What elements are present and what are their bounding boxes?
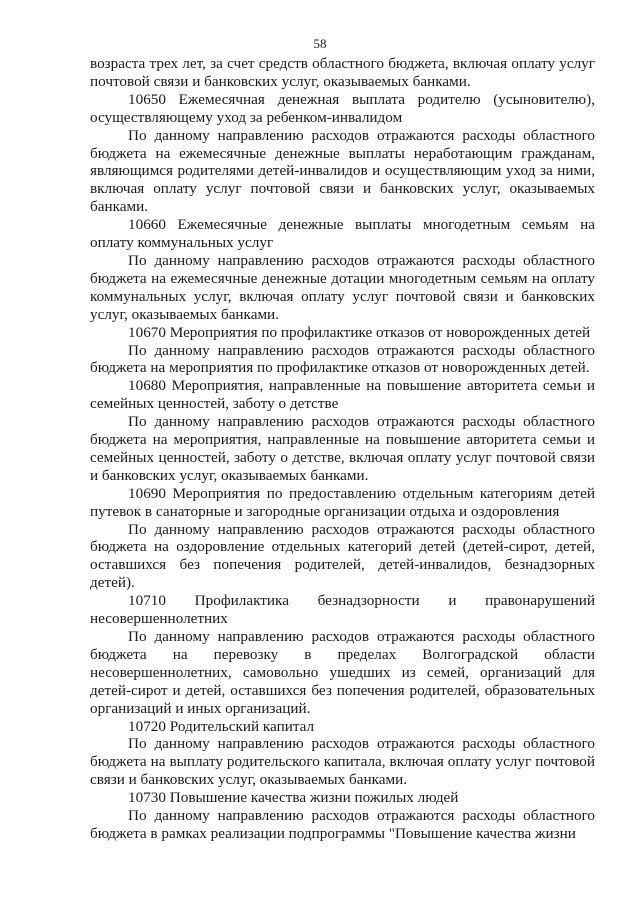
heading-continuation: несовершеннолетних [90, 610, 228, 628]
section-heading-10710 [90, 592, 595, 610]
section-heading-10650: 10650 Ежемесячная денежная выплата родителю (усыновителю), осуществляющему уход за ребенком-инвалидом [90, 90, 595, 126]
heading-word: правонарушений [485, 592, 595, 610]
section-heading-10720: 10720 Родительский капитал [128, 717, 315, 735]
heading-word: и [448, 592, 457, 610]
document-body [90, 55, 595, 843]
section-heading-10670: 10670 Мероприятия по профилактике отказов от новорожденных детей [128, 323, 591, 341]
section-heading-10680: 10680 Мероприятия, направленные на повышение авторитета семьи и семейных ценностей, заботу о детстве [90, 377, 595, 413]
heading-code: 10710 [128, 592, 166, 610]
body-paragraph: По данному направлению расходов отражаются расходы областного бюджета на мероприятия, направленные на повышение авторитета семьи и семейных ценностей, заботу о детстве, включая оплату услуг почтовой связи и банковских услуг, оказываемых банками. [90, 413, 595, 484]
heading-word: безнадзорности [317, 592, 420, 610]
body-paragraph: По данному направлению расходов отражаются расходы областного бюджета на ежемесячные денежные дотации многодетным семьям на оплату коммунальных услуг, включая оплату услуг почтовой связи и банковских услуг, оказываемых банками. [90, 251, 595, 323]
body-paragraph: возраста трех лет, за счет средств областного бюджета, включая оплату услуг почтовой связи и банковских услуг, оказываемых банками. [90, 55, 595, 90]
body-paragraph: По данному направлению расходов отражаются расходы областного бюджета на выплату родительского капитала, включая оплату услуг почтовой связи и банковских услуг, оказываемых банками. [90, 735, 595, 789]
section-heading-10660: 10660 Ежемесячные денежные выплаты многодетным семьям на оплату коммунальных услуг [90, 216, 595, 252]
body-paragraph: По данному направлению расходов отражаются расходы областного бюджета на мероприятия по профилактике отказов от новорожденных детей. [90, 341, 595, 377]
page-number: 58 [313, 36, 327, 51]
heading-word: Профилактика [194, 592, 289, 610]
body-paragraph: По данному направлению расходов отражаются расходы областного бюджета в рамках реализации подпрограммы "Повышение качества жизни [90, 807, 595, 842]
section-heading-10690: 10690 Мероприятия по предоставлению отдельным категориям детей путевок в санаторные и загородные организации отдыха и оздоровления [90, 484, 595, 520]
body-paragraph: По данному направлению расходов отражаются расходы областного бюджета на ежемесячные денежные выплаты неработающим гражданам, являющимся родителями детей-инвалидов и осуществляющим уход за ними, включая оплату услуг почтовой связи и банковских услуг, оказываемых банками. [90, 126, 595, 216]
body-paragraph: По данному направлению расходов отражаются расходы областного бюджета на оздоровление отдельных категорий детей (детей-сирот, детей, оставшихся без попечения родителей, детей-инвалидов, безнадзорных детей). [90, 520, 595, 592]
section-heading-10730: 10730 Повышение качества жизни пожилых людей [128, 789, 459, 807]
body-paragraph: По данному направлению расходов отражаются расходы областного бюджета на перевозку в пределах Волгоградской области несовершеннолетних, самовольно ушедших из семей, организаций для детей-сирот и детей, оставшихся без попечения родителей, образовательных организаций и иных организаций. [90, 628, 595, 717]
